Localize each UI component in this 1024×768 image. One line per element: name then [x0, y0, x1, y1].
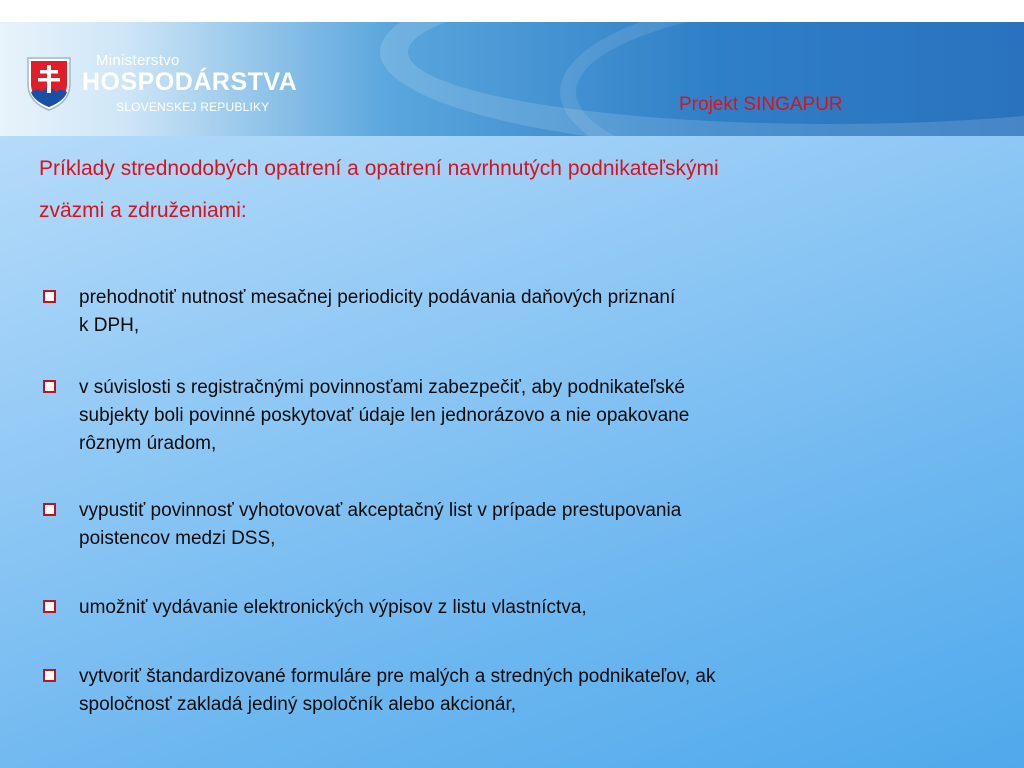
bullet-text-line: vypustiť povinnosť vyhotovovať akceptačný list v prípade prestupovania	[79, 500, 682, 521]
checkbox-bullet-icon	[43, 380, 56, 393]
checkbox-bullet-icon	[43, 290, 56, 303]
logo-text-hospodarstva: HOSPODÁRSTVA	[82, 68, 298, 96]
bullet-item	[39, 594, 989, 622]
bullet-text-line: spoločnosť zakladá jediný spoločník alebo akcionár,	[79, 694, 517, 715]
top-white-strip	[0, 0, 1024, 22]
bullet-list	[39, 284, 989, 719]
slide-title	[39, 148, 999, 232]
bullet-text-line: k DPH,	[79, 315, 140, 336]
bullet-item	[39, 497, 989, 553]
checkbox-bullet-icon	[43, 669, 56, 682]
checkbox-bullet-icon	[43, 503, 56, 516]
bullet-text-line: rôznym úradom,	[79, 433, 217, 454]
bullet-item	[39, 284, 989, 340]
logo-text-slovenskej-republiky: SLOVENSKEJ REPUBLIKY	[116, 100, 270, 114]
slovak-coat-of-arms-icon	[26, 56, 72, 112]
bullet-text-line: subjekty boli povinné poskytovať údaje len jednorázovo a nie opakovane	[79, 405, 690, 426]
slide-title-line-2: zväzmi a združeniami:	[39, 199, 247, 222]
bullet-text-line: prehodnotiť nutnosť mesačnej periodicity podávania daňových priznaní	[79, 287, 676, 308]
header-banner	[0, 22, 1024, 136]
bullet-item	[39, 374, 989, 458]
project-label: Projekt SINGAPUR	[679, 94, 843, 115]
bullet-text-line: vytvoriť štandardizované formuláre pre malých a stredných podnikateľov, ak	[79, 666, 716, 687]
header-swoosh-decoration-2	[560, 22, 1024, 136]
ministry-logo	[26, 52, 316, 134]
logo-text-ministerstvo: Ministerstvo	[96, 52, 180, 69]
bullet-item	[39, 663, 989, 719]
slide-title-line-1: Príklady strednodobých opatrení a opatrení navrhnutých podnikateľskými	[39, 157, 719, 180]
checkbox-bullet-icon	[43, 600, 56, 613]
bullet-text-line: poistencov medzi DSS,	[79, 528, 276, 549]
bullet-text-line: v súvislosti s registračnými povinnosťami zabezpečiť, aby podnikateľské	[79, 377, 685, 398]
bullet-text-line: umožniť vydávanie elektronických výpisov z listu vlastníctva,	[79, 597, 587, 618]
